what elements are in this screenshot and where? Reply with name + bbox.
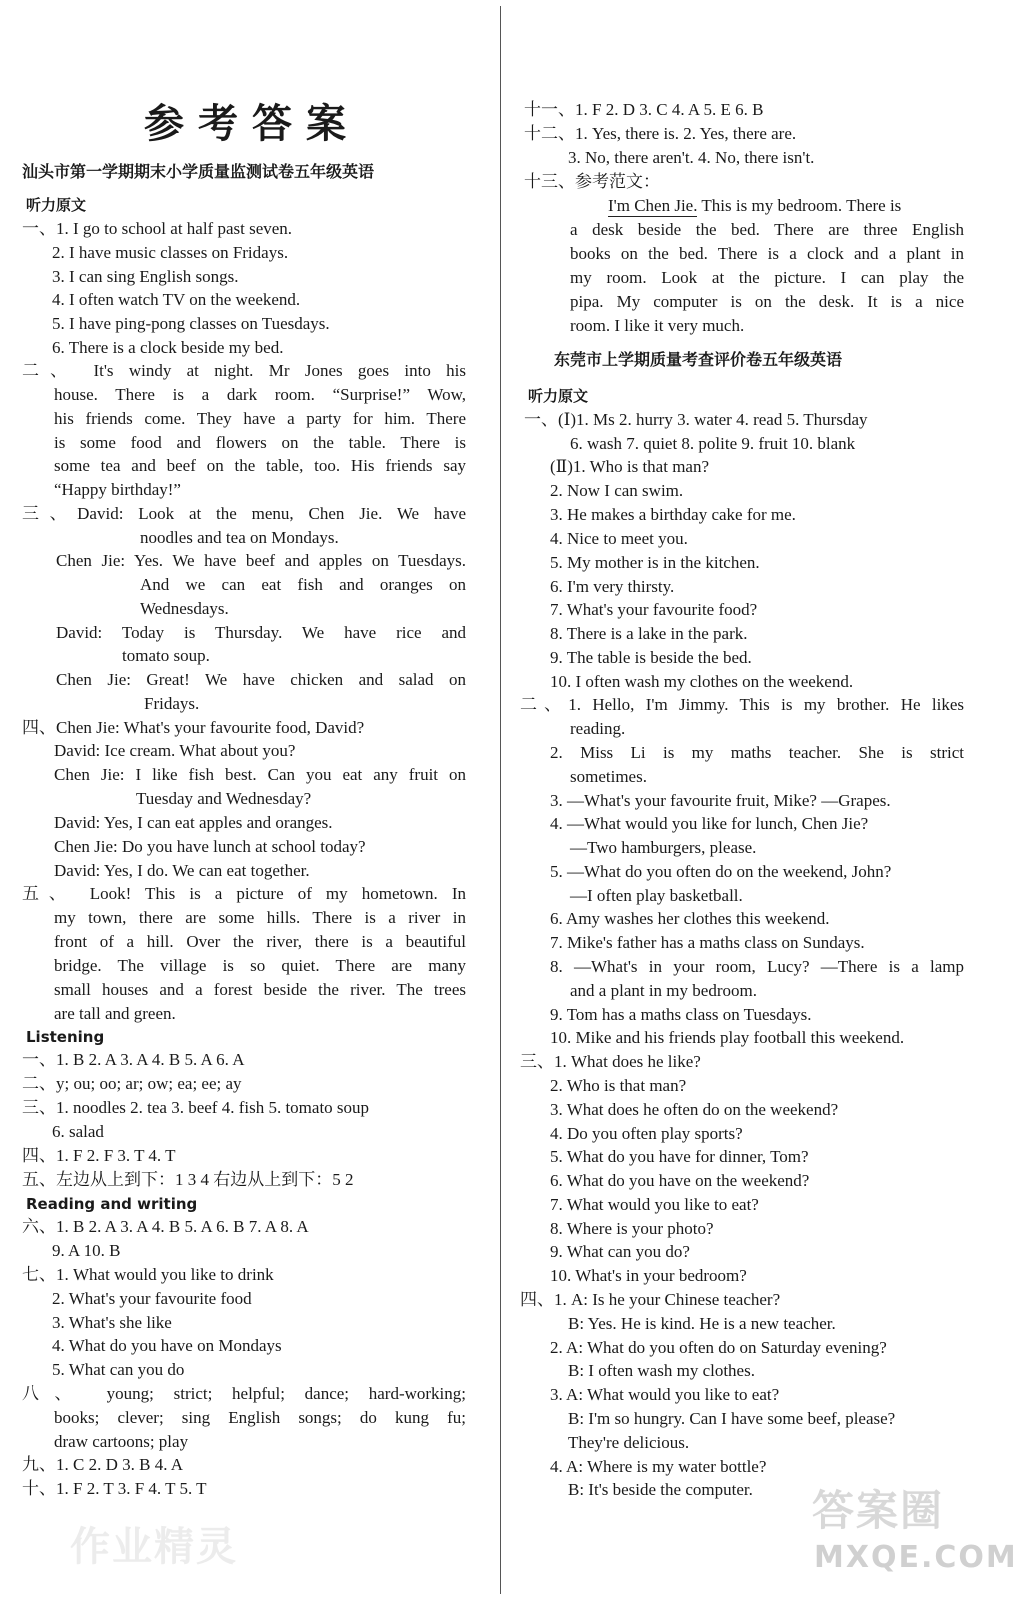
text-line: 5. I have ping-pong classes on Tuesdays. [52, 314, 330, 333]
text-line: 一、(Ⅰ)1. Ms 2. hurry 3. water 4. read 5. Thursday [524, 410, 868, 429]
right-listening-script-heading: 听力原文 [528, 387, 589, 405]
logo-text-top: 答案圈 [812, 1486, 945, 1535]
left-listening-script-heading: 听力原文 [26, 196, 87, 214]
essay-underlined-name: I'm Chen Jie. [608, 196, 698, 215]
text-line: 8. —What's in your room, Lucy? —There is a lamp [550, 957, 964, 976]
essay-line: a desk beside the bed. There are three English [570, 220, 964, 239]
text-line: 4. Nice to meet you. [550, 529, 688, 548]
essay-line: my room. Look at the picture. I can play the [570, 268, 964, 287]
text-line: 十、1. F 2. T 3. F 4. T 5. T [22, 1479, 207, 1498]
text-line: 9. What can you do? [550, 1242, 690, 1261]
text-line: 6. salad [52, 1122, 104, 1141]
text-line: Chen Jie: Great! We have chicken and salad on [56, 670, 466, 689]
text-line: 4. A: Where is my water bottle? [550, 1457, 767, 1476]
text-line: B: Yes. He is kind. He is a new teacher. [568, 1314, 836, 1333]
right-section-title: 东莞市上学期质量考查评价卷五年级英语 [554, 350, 843, 369]
text-line: Chen Jie: Yes. We have beef and apples on Tuesdays. [56, 551, 466, 570]
text-line: They're delicious. [568, 1433, 690, 1452]
text-line: 三、David: Look at the menu, Chen Jie. We have [22, 504, 466, 523]
text-line: bridge. The village is so quiet. There are many [54, 956, 466, 975]
text-line: 3. He makes a birthday cake for me. [550, 505, 796, 524]
text-line: 7. Mike's father has a maths class on Sundays. [550, 933, 865, 952]
text-line: 四、1. F 2. F 3. T 4. T [22, 1146, 176, 1165]
text-line: 二、1. Hello, I'm Jimmy. This is my brother. He likes [520, 695, 964, 714]
essay-first-line-text: This is my bedroom. There is [697, 196, 902, 215]
text-line: 十一、1. F 2. D 3. C 4. A 5. E 6. B [524, 100, 764, 119]
site-logo [812, 1478, 1018, 1590]
text-line: 3. No, there aren't. 4. No, there isn't. [568, 148, 815, 167]
text-line: 3. What does he often do on the weekend? [550, 1100, 839, 1119]
essay-line: books on the bed. There is a clock and a plant in [570, 244, 964, 263]
text-line: tomato soup. [122, 646, 210, 665]
text-line: 五、 Look! This is a picture of my hometown. In [22, 884, 466, 903]
text-line: is some food and flowers on the table. There is [54, 433, 466, 452]
text-line: 5. What do you have for dinner, Tom? [550, 1147, 809, 1166]
text-line: 4. I often watch TV on the weekend. [52, 290, 301, 309]
text-line: 3. What's she like [52, 1313, 172, 1332]
page-title: 参考答案 [144, 101, 360, 147]
text-line: Tuesday and Wednesday? [136, 789, 312, 808]
text-line: David: Yes, I do. We can eat together. [54, 861, 310, 880]
text-line: Chen Jie: I like fish best. Can you eat any fruit on [54, 765, 466, 784]
text-line: 5. —What do you often do on the weekend, John? [550, 862, 892, 881]
text-line: 五、左边从上到下：1 3 4 右边从上到下：5 2 [22, 1170, 354, 1189]
text-line: B: I'm so hungry. Can I have some beef, please? [568, 1409, 896, 1428]
text-line: Wednesdays. [140, 599, 229, 618]
text-line: 3. I can sing English songs. [52, 267, 239, 286]
text-line: David: Today is Thursday. We have rice and [56, 623, 466, 642]
text-line: 3. A: What would you like to eat? [550, 1385, 780, 1404]
text-line: 6. What do you have on the weekend? [550, 1171, 810, 1190]
text-line: 十二、1. Yes, there is. 2. Yes, there are. [524, 124, 797, 143]
text-line: front of a hill. Over the river, there is a beautiful [54, 932, 466, 951]
text-line: 七、1. What would you like to drink [22, 1265, 274, 1284]
text-line: 9. Tom has a maths class on Tuesdays. [550, 1005, 812, 1024]
text-line: 6. I'm very thirsty. [550, 577, 675, 596]
text-line: 一、1. I go to school at half past seven. [22, 219, 293, 238]
text-line: 三、1. noodles 2. tea 3. beef 4. fish 5. tomato soup [22, 1098, 370, 1117]
column-divider [500, 6, 501, 1594]
text-line: Chen Jie: Do you have lunch at school today? [54, 837, 366, 856]
text-line: his friends come. They have a party for him. There [54, 409, 466, 428]
text-line: 二、 It's windy at night. Mr Jones goes into his [22, 361, 466, 380]
essay-first-line [608, 196, 901, 216]
text-line: 5. My mother is in the kitchen. [550, 553, 760, 572]
text-line: 四、Chen Jie: What's your favourite food, David? [22, 718, 365, 737]
text-line: 6. wash 7. quiet 8. polite 9. fruit 10. blank [570, 434, 856, 453]
text-line: 2. Who is that man? [550, 1076, 687, 1095]
text-line: B: I often wash my clothes. [568, 1361, 755, 1380]
text-line: 二、y; ou; oo; ar; ow; ea; ee; ay [22, 1074, 242, 1093]
text-line: house. There is a dark room. “Surprise!” Wow, [54, 385, 466, 404]
logo-text-bottom: MXQE.COM [814, 1540, 1018, 1575]
text-line: 10. I often wash my clothes on the weekend. [550, 672, 854, 691]
text-line: 4. —What would you like for lunch, Chen Jie? [550, 814, 869, 833]
text-line: draw cartoons; play [54, 1432, 189, 1451]
left-section-title: 汕头市第一学期期末小学质量监测试卷五年级英语 [22, 162, 375, 181]
text-line: 4. Do you often play sports? [550, 1124, 743, 1143]
essay-line: pipa. My computer is on the desk. It is a nice [570, 292, 964, 311]
listening-heading: Listening [26, 1028, 105, 1046]
essay-line: room. I like it very much. [570, 316, 745, 335]
text-line: 6. There is a clock beside my bed. [52, 338, 284, 357]
text-line: “Happy birthday!” [54, 480, 181, 499]
text-line: sometimes. [570, 767, 647, 786]
text-line: 一、1. B 2. A 3. A 4. B 5. A 6. A [22, 1050, 245, 1069]
text-line: 2. A: What do you often do on Saturday evening? [550, 1338, 887, 1357]
text-line: 10. What's in your bedroom? [550, 1266, 747, 1285]
text-line: (Ⅱ)1. Who is that man? [550, 457, 710, 476]
text-line: 三、1. What does he like? [520, 1052, 701, 1071]
text-line: 8. There is a lake in the park. [550, 624, 748, 643]
text-line: are tall and green. [54, 1004, 176, 1023]
text-line: 2. I have music classes on Fridays. [52, 243, 289, 262]
text-line: —Two hamburgers, please. [570, 838, 757, 857]
text-line: 六、1. B 2. A 3. A 4. B 5. A 6. B 7. A 8. A [22, 1217, 309, 1236]
text-line: Fridays. [144, 694, 200, 713]
text-line: 7. What would you like to eat? [550, 1195, 759, 1214]
text-line: noodles and tea on Mondays. [140, 528, 339, 547]
text-line: 四、1. A: Is he your Chinese teacher? [520, 1290, 781, 1309]
text-line: David: Yes, I can eat apples and oranges. [54, 813, 333, 832]
text-line: 7. What's your favourite food? [550, 600, 758, 619]
text-line: 4. What do you have on Mondays [52, 1336, 282, 1355]
text-line: 9. The table is beside the bed. [550, 648, 752, 667]
text-line: my town, there are some hills. There is a river in [54, 908, 466, 927]
text-line: 九、1. C 2. D 3. B 4. A [22, 1455, 184, 1474]
text-line: small houses and a forest beside the river. The trees [54, 980, 466, 999]
text-line: reading. [570, 719, 626, 738]
text-line: 10. Mike and his friends play football this weekend. [550, 1028, 905, 1047]
text-line: —I often play basketball. [570, 886, 743, 905]
text-line: 9. A 10. B [52, 1241, 121, 1260]
text-line: B: It's beside the computer. [568, 1480, 753, 1499]
text-line: some tea and beef on the table, too. His friends say [54, 456, 466, 475]
text-line: 八、 young; strict; helpful; dance; hard-working; [22, 1384, 466, 1403]
text-line: and a plant in my bedroom. [570, 981, 757, 1000]
text-line: David: Ice cream. What about you? [54, 741, 296, 760]
text-line: 5. What can you do [52, 1360, 185, 1379]
text-line: books; clever; sing English songs; do kung fu; [54, 1408, 466, 1427]
text-line: 3. —What's your favourite fruit, Mike? —Grapes. [550, 791, 891, 810]
text-line: 2. Miss Li is my maths teacher. She is strict [550, 743, 964, 762]
text-line: 十三、参考范文： [524, 172, 660, 191]
text-line: And we can eat fish and oranges on [140, 575, 466, 594]
text-line: 2. Now I can swim. [550, 481, 684, 500]
watermark-text: 作业精灵 [70, 1524, 238, 1570]
text-line: 2. What's your favourite food [52, 1289, 252, 1308]
text-line: 8. Where is your photo? [550, 1219, 714, 1238]
reading-writing-heading: Reading and writing [26, 1195, 198, 1213]
text-line: 6. Amy washes her clothes this weekend. [550, 909, 830, 928]
